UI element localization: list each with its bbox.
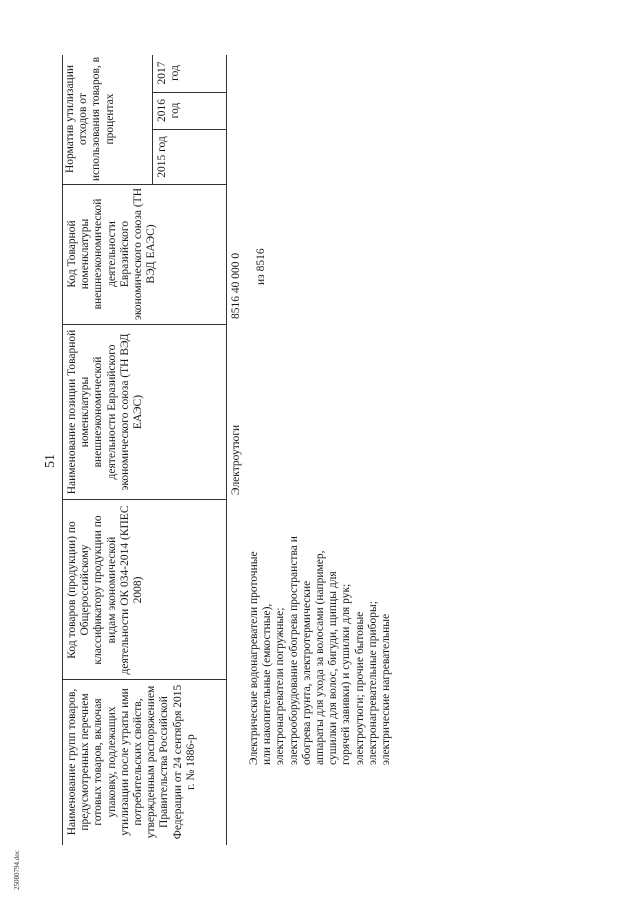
row-2-name: Электрические водонагреватели проточные или накопительные (емкостные), электронагреватели погружные; электрооборудование обогрева пространства и обогрева грунта, электротермические аппараты для ухода за волосами (например, сушилки для волос, бигуди, щипцы для горячей завивки) и сушилки для рук; электроутюги; прочие бытовые электронагревательные приборы; электрические нагревательные [248,536,393,765]
row-1-code: 8516 40 000 0 [230,252,242,319]
header-col-group-name: Наименование групп товаров, предусмотренных перечнем готовых товаров, включая упаковку, подлежащих утилизации после утраты ими потребительских свойств, утвержденным распоряжением Правительства Российской Федерации от 24 сентября 2015 г. № 1886-р [66,684,197,840]
table-top-border [62,55,63,845]
header-year-2016: 2016 год [156,99,182,122]
row-1-name: Электроутюги [230,424,242,495]
header-col-okpd-code: Код товаров (продукции) по Общероссийскому классификатору продукции по видам экономической деятельности ОК 034-2014 (КПЕС 2008) [66,505,145,675]
year-separator [152,92,227,93]
header-col-tnved-code: Код Товарной номенклатуры внешнеэкономической деятельности Евразийского экономического союза (ТН ВЭД ЕАЭС) [66,187,158,321]
col-separator [62,184,227,185]
header-col-tnved-name: Наименование позиции Товарной номенклатуры внешнеэкономической деятельности Евразийского экономического союза (ТН ВЭД ЕАЭС) [66,329,145,495]
page-number: 51 [43,454,58,468]
row-2-code: из 8516 [255,248,267,285]
col-separator [62,324,227,325]
header-year-2015: 2015 год [156,136,168,178]
header-year-2017: 2017 год [156,61,182,85]
norm-sub-border [152,55,153,185]
col-separator [62,499,227,500]
col-separator [62,679,227,680]
year-separator [152,129,227,130]
document-id: 25080794.doc [13,850,21,890]
header-norm-title: Норматив утилизации отходов от использования товаров, в процентах [64,56,116,182]
table-header-bottom-border [226,55,227,845]
